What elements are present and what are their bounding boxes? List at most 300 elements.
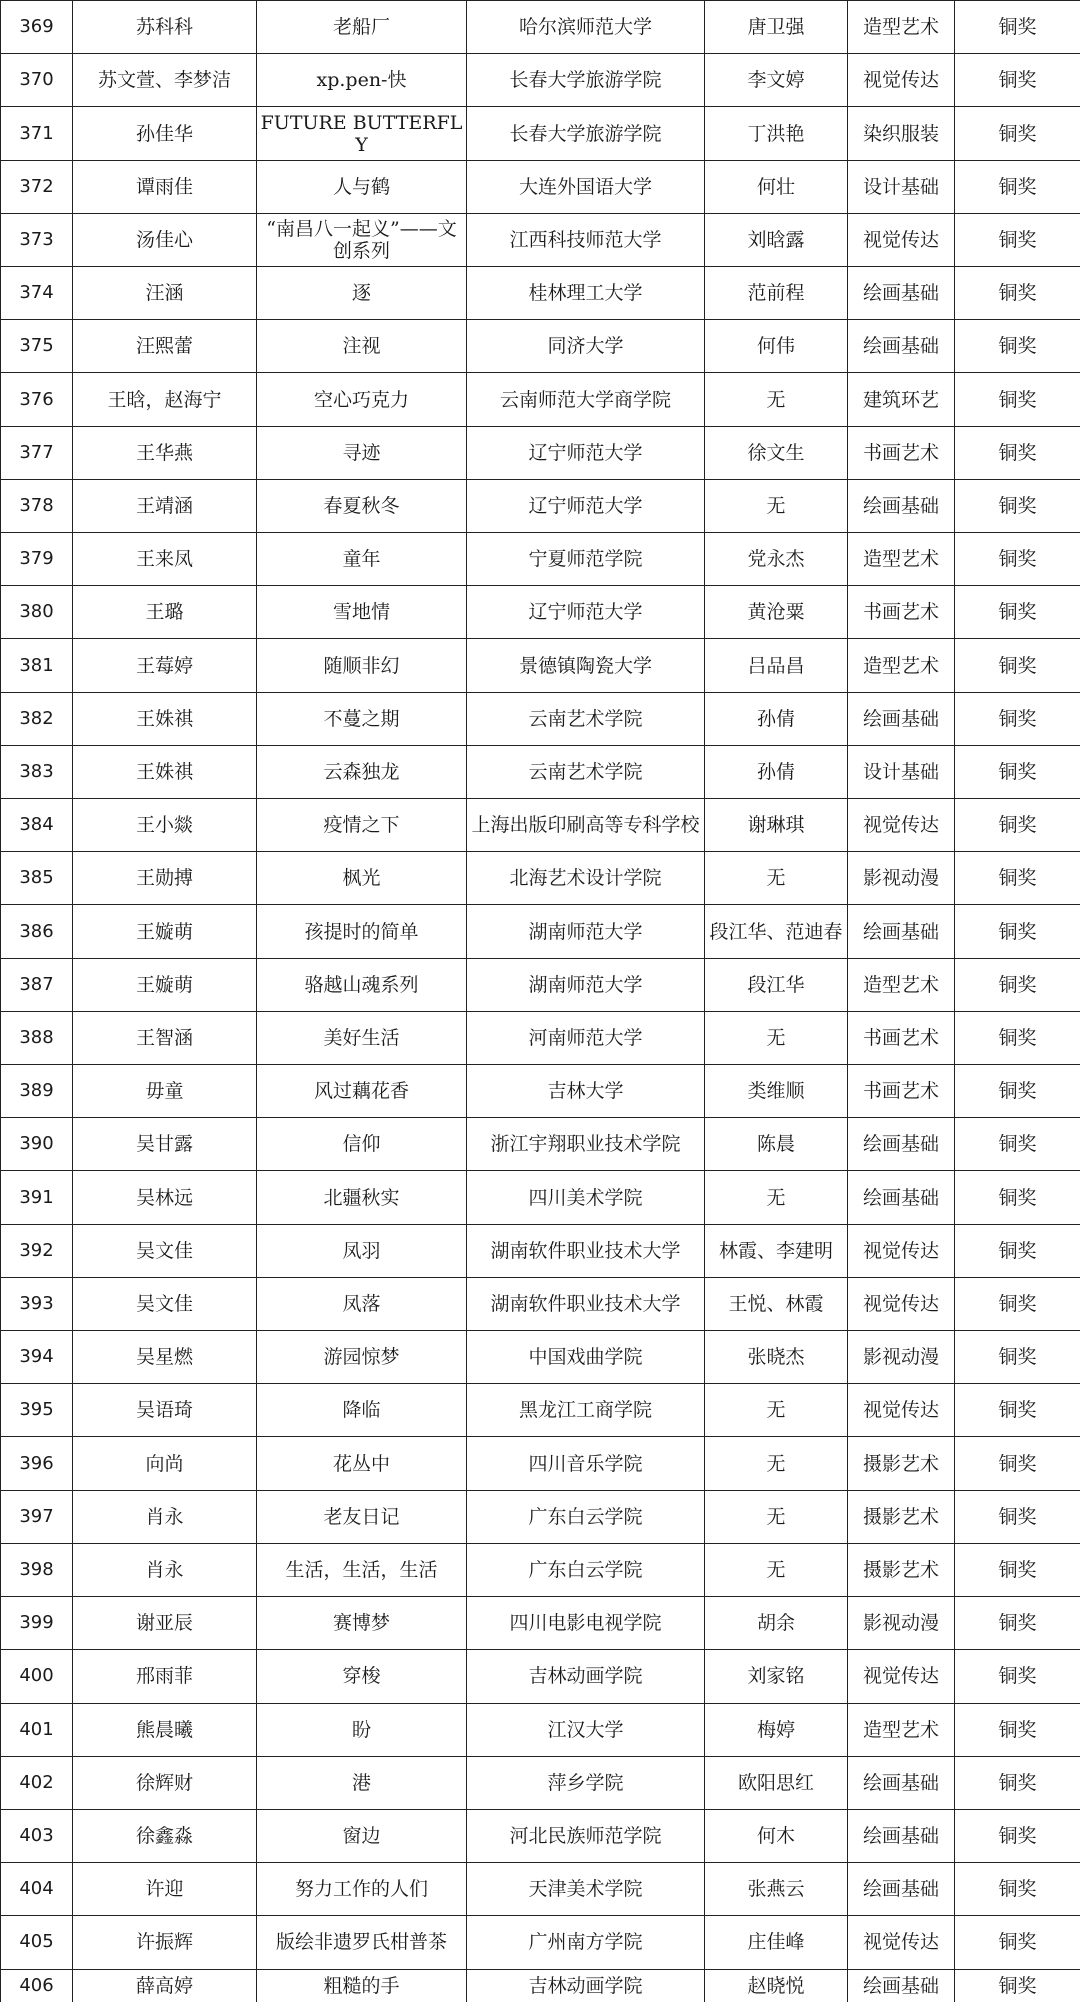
award-cell: 铜奖 xyxy=(955,213,1080,266)
row-number-cell: 395 xyxy=(1,1384,73,1437)
table-row xyxy=(1,639,1080,692)
school-cell: 萍乡学院 xyxy=(467,1756,705,1809)
award-cell: 铜奖 xyxy=(955,1543,1080,1596)
school-cell: 大连外国语大学 xyxy=(467,160,705,213)
work-title-cell: xp.pen-快 xyxy=(257,54,467,107)
row-number-cell: 396 xyxy=(1,1437,73,1490)
work-title-cell: 随顺非幻 xyxy=(257,639,467,692)
category-cell: 视觉传达 xyxy=(848,54,955,107)
school-cell: 广东白云学院 xyxy=(467,1490,705,1543)
student-name-cell: 吴林远 xyxy=(73,1171,257,1224)
teacher-cell: 类维顺 xyxy=(705,1065,848,1118)
teacher-cell: 段江华 xyxy=(705,958,848,1011)
school-cell: 景德镇陶瓷大学 xyxy=(467,639,705,692)
row-number-cell: 392 xyxy=(1,1224,73,1277)
table-row xyxy=(1,1809,1080,1862)
table-row xyxy=(1,213,1080,266)
award-cell: 铜奖 xyxy=(955,533,1080,586)
table-row xyxy=(1,1224,1080,1277)
teacher-cell: 庄佳峰 xyxy=(705,1916,848,1969)
category-cell: 造型艺术 xyxy=(848,639,955,692)
teacher-cell: 丁洪艳 xyxy=(705,107,848,160)
award-cell: 铜奖 xyxy=(955,320,1080,373)
school-cell: 辽宁师范大学 xyxy=(467,426,705,479)
teacher-cell: 无 xyxy=(705,852,848,905)
work-title-cell: 雪地情 xyxy=(257,586,467,639)
row-number-cell: 393 xyxy=(1,1277,73,1330)
award-cell: 铜奖 xyxy=(955,958,1080,1011)
table-row xyxy=(1,1277,1080,1330)
work-title-cell: 云森独龙 xyxy=(257,745,467,798)
teacher-cell: 党永杰 xyxy=(705,533,848,586)
student-name-cell: 吴甘露 xyxy=(73,1118,257,1171)
category-cell: 绘画基础 xyxy=(848,479,955,532)
student-name-cell: 吴文佳 xyxy=(73,1277,257,1330)
row-number-cell: 370 xyxy=(1,54,73,107)
category-cell: 绘画基础 xyxy=(848,692,955,745)
work-title-cell: 不蔓之期 xyxy=(257,692,467,745)
teacher-cell: 无 xyxy=(705,1011,848,1064)
teacher-cell: 段江华、范迪春 xyxy=(705,905,848,958)
award-cell: 铜奖 xyxy=(955,852,1080,905)
table-row xyxy=(1,1863,1080,1916)
row-number-cell: 401 xyxy=(1,1703,73,1756)
school-cell: 四川电影电视学院 xyxy=(467,1597,705,1650)
student-name-cell: 孙佳华 xyxy=(73,107,257,160)
student-name-cell: 汪熙蕾 xyxy=(73,320,257,373)
work-title-cell: “南昌八一起义”——文创系列 xyxy=(257,213,467,266)
award-cell: 铜奖 xyxy=(955,1437,1080,1490)
school-cell: 广州南方学院 xyxy=(467,1916,705,1969)
table-row xyxy=(1,1650,1080,1703)
teacher-cell: 孙倩 xyxy=(705,692,848,745)
school-cell: 江汉大学 xyxy=(467,1703,705,1756)
category-cell: 视觉传达 xyxy=(848,1916,955,1969)
award-cell: 铜奖 xyxy=(955,799,1080,852)
work-title-cell: 穿梭 xyxy=(257,1650,467,1703)
work-title-cell: 骆越山魂系列 xyxy=(257,958,467,1011)
student-name-cell: 苏科科 xyxy=(73,1,257,54)
table-row xyxy=(1,586,1080,639)
row-number-cell: 402 xyxy=(1,1756,73,1809)
work-title-cell: 生活，生活，生活 xyxy=(257,1543,467,1596)
table-row xyxy=(1,1756,1080,1809)
teacher-cell: 梅婷 xyxy=(705,1703,848,1756)
school-cell: 吉林大学 xyxy=(467,1065,705,1118)
student-name-cell: 王智涵 xyxy=(73,1011,257,1064)
teacher-cell: 无 xyxy=(705,1171,848,1224)
school-cell: 辽宁师范大学 xyxy=(467,586,705,639)
school-cell: 云南艺术学院 xyxy=(467,692,705,745)
student-name-cell: 王勋搏 xyxy=(73,852,257,905)
award-cell: 铜奖 xyxy=(955,1171,1080,1224)
student-name-cell: 向尚 xyxy=(73,1437,257,1490)
teacher-cell: 陈晨 xyxy=(705,1118,848,1171)
student-name-cell: 徐鑫淼 xyxy=(73,1809,257,1862)
student-name-cell: 许迎 xyxy=(73,1863,257,1916)
school-cell: 浙江宇翔职业技术学院 xyxy=(467,1118,705,1171)
category-cell: 绘画基础 xyxy=(848,320,955,373)
category-cell: 绘画基础 xyxy=(848,1118,955,1171)
row-number-cell: 406 xyxy=(1,1969,73,2002)
teacher-cell: 孙倩 xyxy=(705,745,848,798)
teacher-cell: 无 xyxy=(705,1490,848,1543)
school-cell: 云南艺术学院 xyxy=(467,745,705,798)
award-cell: 铜奖 xyxy=(955,905,1080,958)
teacher-cell: 徐文生 xyxy=(705,426,848,479)
row-number-cell: 399 xyxy=(1,1597,73,1650)
award-cell: 铜奖 xyxy=(955,586,1080,639)
category-cell: 摄影艺术 xyxy=(848,1490,955,1543)
student-name-cell: 毋童 xyxy=(73,1065,257,1118)
work-title-cell: 花丛中 xyxy=(257,1437,467,1490)
table-row xyxy=(1,958,1080,1011)
student-name-cell: 谭雨佳 xyxy=(73,160,257,213)
student-name-cell: 吴文佳 xyxy=(73,1224,257,1277)
category-cell: 绘画基础 xyxy=(848,1756,955,1809)
school-cell: 黑龙江工商学院 xyxy=(467,1384,705,1437)
award-cell: 铜奖 xyxy=(955,1277,1080,1330)
school-cell: 湖南师范大学 xyxy=(467,905,705,958)
table-row xyxy=(1,799,1080,852)
category-cell: 书画艺术 xyxy=(848,1011,955,1064)
teacher-cell: 吕品昌 xyxy=(705,639,848,692)
student-name-cell: 汪涵 xyxy=(73,267,257,320)
row-number-cell: 404 xyxy=(1,1863,73,1916)
school-cell: 四川美术学院 xyxy=(467,1171,705,1224)
award-cell: 铜奖 xyxy=(955,1224,1080,1277)
award-cell: 铜奖 xyxy=(955,1863,1080,1916)
category-cell: 造型艺术 xyxy=(848,1,955,54)
award-cell: 铜奖 xyxy=(955,1809,1080,1862)
student-name-cell: 肖永 xyxy=(73,1543,257,1596)
teacher-cell: 张晓杰 xyxy=(705,1331,848,1384)
award-cell: 铜奖 xyxy=(955,639,1080,692)
teacher-cell: 唐卫强 xyxy=(705,1,848,54)
table-row xyxy=(1,1384,1080,1437)
table-row xyxy=(1,1543,1080,1596)
award-cell: 铜奖 xyxy=(955,1756,1080,1809)
award-cell: 铜奖 xyxy=(955,1,1080,54)
award-cell: 铜奖 xyxy=(955,1650,1080,1703)
school-cell: 湖南师范大学 xyxy=(467,958,705,1011)
table-row xyxy=(1,1969,1080,2002)
table-row xyxy=(1,479,1080,532)
category-cell: 绘画基础 xyxy=(848,1969,955,2002)
category-cell: 视觉传达 xyxy=(848,1277,955,1330)
school-cell: 天津美术学院 xyxy=(467,1863,705,1916)
table-row xyxy=(1,1916,1080,1969)
teacher-cell: 张燕云 xyxy=(705,1863,848,1916)
row-number-cell: 391 xyxy=(1,1171,73,1224)
student-name-cell: 王来凤 xyxy=(73,533,257,586)
student-name-cell: 薛高婷 xyxy=(73,1969,257,2002)
category-cell: 书画艺术 xyxy=(848,586,955,639)
school-cell: 北海艺术设计学院 xyxy=(467,852,705,905)
award-cell: 铜奖 xyxy=(955,373,1080,426)
school-cell: 吉林动画学院 xyxy=(467,1969,705,2002)
table-row xyxy=(1,54,1080,107)
work-title-cell: 盼 xyxy=(257,1703,467,1756)
work-title-cell: 港 xyxy=(257,1756,467,1809)
row-number-cell: 385 xyxy=(1,852,73,905)
category-cell: 造型艺术 xyxy=(848,958,955,1011)
student-name-cell: 王小燚 xyxy=(73,799,257,852)
table-row xyxy=(1,852,1080,905)
award-cell: 铜奖 xyxy=(955,1065,1080,1118)
work-title-cell: 老友日记 xyxy=(257,1490,467,1543)
teacher-cell: 刘晗露 xyxy=(705,213,848,266)
award-cell: 铜奖 xyxy=(955,745,1080,798)
work-title-cell: 窗边 xyxy=(257,1809,467,1862)
row-number-cell: 379 xyxy=(1,533,73,586)
work-title-cell: 努力工作的人们 xyxy=(257,1863,467,1916)
category-cell: 染织服装 xyxy=(848,107,955,160)
teacher-cell: 何壮 xyxy=(705,160,848,213)
table-row xyxy=(1,1703,1080,1756)
school-cell: 广东白云学院 xyxy=(467,1543,705,1596)
table-row xyxy=(1,426,1080,479)
category-cell: 设计基础 xyxy=(848,160,955,213)
work-title-cell: FUTURE BUTTERFLY xyxy=(257,107,467,160)
student-name-cell: 肖永 xyxy=(73,1490,257,1543)
row-number-cell: 389 xyxy=(1,1065,73,1118)
award-cell: 铜奖 xyxy=(955,426,1080,479)
student-name-cell: 徐辉财 xyxy=(73,1756,257,1809)
award-cell: 铜奖 xyxy=(955,1384,1080,1437)
teacher-cell: 李文婷 xyxy=(705,54,848,107)
table-row xyxy=(1,320,1080,373)
row-number-cell: 386 xyxy=(1,905,73,958)
table-row xyxy=(1,1,1080,54)
award-cell: 铜奖 xyxy=(955,1969,1080,2002)
table-row xyxy=(1,533,1080,586)
teacher-cell: 刘家铭 xyxy=(705,1650,848,1703)
category-cell: 造型艺术 xyxy=(848,1703,955,1756)
award-cell: 铜奖 xyxy=(955,107,1080,160)
teacher-cell: 范前程 xyxy=(705,267,848,320)
work-title-cell: 信仰 xyxy=(257,1118,467,1171)
school-cell: 桂林理工大学 xyxy=(467,267,705,320)
category-cell: 建筑环艺 xyxy=(848,373,955,426)
category-cell: 视觉传达 xyxy=(848,1224,955,1277)
student-name-cell: 谢亚辰 xyxy=(73,1597,257,1650)
category-cell: 摄影艺术 xyxy=(848,1543,955,1596)
student-name-cell: 王嫙萌 xyxy=(73,958,257,1011)
student-name-cell: 王晗，赵海宁 xyxy=(73,373,257,426)
row-number-cell: 373 xyxy=(1,213,73,266)
teacher-cell: 无 xyxy=(705,1437,848,1490)
teacher-cell: 无 xyxy=(705,479,848,532)
school-cell: 中国戏曲学院 xyxy=(467,1331,705,1384)
row-number-cell: 382 xyxy=(1,692,73,745)
table-row xyxy=(1,1065,1080,1118)
student-name-cell: 王靖涵 xyxy=(73,479,257,532)
table-row xyxy=(1,373,1080,426)
row-number-cell: 371 xyxy=(1,107,73,160)
row-number-cell: 376 xyxy=(1,373,73,426)
student-name-cell: 王嫙萌 xyxy=(73,905,257,958)
category-cell: 绘画基础 xyxy=(848,1809,955,1862)
work-title-cell: 凤羽 xyxy=(257,1224,467,1277)
category-cell: 绘画基础 xyxy=(848,267,955,320)
work-title-cell: 赛博梦 xyxy=(257,1597,467,1650)
student-name-cell: 王姝祺 xyxy=(73,692,257,745)
teacher-cell: 欧阳思红 xyxy=(705,1756,848,1809)
school-cell: 上海出版印刷高等专科学校 xyxy=(467,799,705,852)
school-cell: 河南师范大学 xyxy=(467,1011,705,1064)
row-number-cell: 390 xyxy=(1,1118,73,1171)
table-body xyxy=(1,1,1080,2002)
school-cell: 同济大学 xyxy=(467,320,705,373)
category-cell: 影视动漫 xyxy=(848,1597,955,1650)
student-name-cell: 王姝祺 xyxy=(73,745,257,798)
category-cell: 影视动漫 xyxy=(848,852,955,905)
school-cell: 宁夏师范学院 xyxy=(467,533,705,586)
row-number-cell: 369 xyxy=(1,1,73,54)
table-row xyxy=(1,745,1080,798)
school-cell: 四川音乐学院 xyxy=(467,1437,705,1490)
school-cell: 湖南软件职业技术大学 xyxy=(467,1277,705,1330)
row-number-cell: 372 xyxy=(1,160,73,213)
table-row xyxy=(1,1331,1080,1384)
school-cell: 云南师范大学商学院 xyxy=(467,373,705,426)
student-name-cell: 吴语琦 xyxy=(73,1384,257,1437)
school-cell: 江西科技师范大学 xyxy=(467,213,705,266)
category-cell: 视觉传达 xyxy=(848,1650,955,1703)
student-name-cell: 吴星燃 xyxy=(73,1331,257,1384)
table-row xyxy=(1,1437,1080,1490)
row-number-cell: 381 xyxy=(1,639,73,692)
work-title-cell: 逐 xyxy=(257,267,467,320)
category-cell: 影视动漫 xyxy=(848,1331,955,1384)
work-title-cell: 疫情之下 xyxy=(257,799,467,852)
category-cell: 视觉传达 xyxy=(848,799,955,852)
row-number-cell: 405 xyxy=(1,1916,73,1969)
teacher-cell: 何木 xyxy=(705,1809,848,1862)
teacher-cell: 胡余 xyxy=(705,1597,848,1650)
work-title-cell: 孩提时的简单 xyxy=(257,905,467,958)
work-title-cell: 降临 xyxy=(257,1384,467,1437)
award-cell: 铜奖 xyxy=(955,692,1080,745)
work-title-cell: 寻迹 xyxy=(257,426,467,479)
work-title-cell: 风过藕花香 xyxy=(257,1065,467,1118)
student-name-cell: 王璐 xyxy=(73,586,257,639)
row-number-cell: 383 xyxy=(1,745,73,798)
category-cell: 视觉传达 xyxy=(848,213,955,266)
table-row xyxy=(1,160,1080,213)
award-cell: 铜奖 xyxy=(955,1916,1080,1969)
category-cell: 书画艺术 xyxy=(848,1065,955,1118)
student-name-cell: 王莓婷 xyxy=(73,639,257,692)
row-number-cell: 397 xyxy=(1,1490,73,1543)
work-title-cell: 童年 xyxy=(257,533,467,586)
student-name-cell: 熊晨曦 xyxy=(73,1703,257,1756)
category-cell: 绘画基础 xyxy=(848,905,955,958)
row-number-cell: 387 xyxy=(1,958,73,1011)
student-name-cell: 苏文萱、李梦洁 xyxy=(73,54,257,107)
table-row xyxy=(1,267,1080,320)
school-cell: 湖南软件职业技术大学 xyxy=(467,1224,705,1277)
category-cell: 设计基础 xyxy=(848,745,955,798)
teacher-cell: 何伟 xyxy=(705,320,848,373)
award-cell: 铜奖 xyxy=(955,1597,1080,1650)
teacher-cell: 无 xyxy=(705,1543,848,1596)
work-title-cell: 北疆秋实 xyxy=(257,1171,467,1224)
category-cell: 绘画基础 xyxy=(848,1171,955,1224)
work-title-cell: 游园惊梦 xyxy=(257,1331,467,1384)
work-title-cell: 枫光 xyxy=(257,852,467,905)
category-cell: 造型艺术 xyxy=(848,533,955,586)
teacher-cell: 黄沧粟 xyxy=(705,586,848,639)
teacher-cell: 无 xyxy=(705,373,848,426)
work-title-cell: 凤落 xyxy=(257,1277,467,1330)
teacher-cell: 赵晓悦 xyxy=(705,1969,848,2002)
award-cell: 铜奖 xyxy=(955,267,1080,320)
award-cell: 铜奖 xyxy=(955,479,1080,532)
table-row xyxy=(1,1011,1080,1064)
category-cell: 视觉传达 xyxy=(848,1384,955,1437)
table-row xyxy=(1,107,1080,160)
school-cell: 长春大学旅游学院 xyxy=(467,107,705,160)
teacher-cell: 谢琳琪 xyxy=(705,799,848,852)
teacher-cell: 无 xyxy=(705,1384,848,1437)
table-row xyxy=(1,1171,1080,1224)
row-number-cell: 377 xyxy=(1,426,73,479)
student-name-cell: 邢雨菲 xyxy=(73,1650,257,1703)
row-number-cell: 388 xyxy=(1,1011,73,1064)
row-number-cell: 384 xyxy=(1,799,73,852)
school-cell: 河北民族师范学院 xyxy=(467,1809,705,1862)
work-title-cell: 春夏秋冬 xyxy=(257,479,467,532)
work-title-cell: 版绘非遗罗氏柑普茶 xyxy=(257,1916,467,1969)
teacher-cell: 林霞、李建明 xyxy=(705,1224,848,1277)
award-cell: 铜奖 xyxy=(955,1011,1080,1064)
table-row xyxy=(1,1118,1080,1171)
table-row xyxy=(1,905,1080,958)
work-title-cell: 老船厂 xyxy=(257,1,467,54)
work-title-cell: 粗糙的手 xyxy=(257,1969,467,2002)
work-title-cell: 空心巧克力 xyxy=(257,373,467,426)
award-cell: 铜奖 xyxy=(955,1490,1080,1543)
award-cell: 铜奖 xyxy=(955,160,1080,213)
category-cell: 书画艺术 xyxy=(848,426,955,479)
school-cell: 辽宁师范大学 xyxy=(467,479,705,532)
teacher-cell: 王悦、林霞 xyxy=(705,1277,848,1330)
category-cell: 摄影艺术 xyxy=(848,1437,955,1490)
student-name-cell: 许振辉 xyxy=(73,1916,257,1969)
row-number-cell: 400 xyxy=(1,1650,73,1703)
award-cell: 铜奖 xyxy=(955,1703,1080,1756)
row-number-cell: 374 xyxy=(1,267,73,320)
row-number-cell: 380 xyxy=(1,586,73,639)
school-cell: 哈尔滨师范大学 xyxy=(467,1,705,54)
table-row xyxy=(1,1490,1080,1543)
award-cell: 铜奖 xyxy=(955,1118,1080,1171)
award-cell: 铜奖 xyxy=(955,1331,1080,1384)
student-name-cell: 王华燕 xyxy=(73,426,257,479)
school-cell: 长春大学旅游学院 xyxy=(467,54,705,107)
school-cell: 吉林动画学院 xyxy=(467,1650,705,1703)
work-title-cell: 美好生活 xyxy=(257,1011,467,1064)
work-title-cell: 注视 xyxy=(257,320,467,373)
row-number-cell: 398 xyxy=(1,1543,73,1596)
table-row xyxy=(1,692,1080,745)
award-cell: 铜奖 xyxy=(955,54,1080,107)
student-name-cell: 汤佳心 xyxy=(73,213,257,266)
category-cell: 绘画基础 xyxy=(848,1863,955,1916)
work-title-cell: 人与鹤 xyxy=(257,160,467,213)
